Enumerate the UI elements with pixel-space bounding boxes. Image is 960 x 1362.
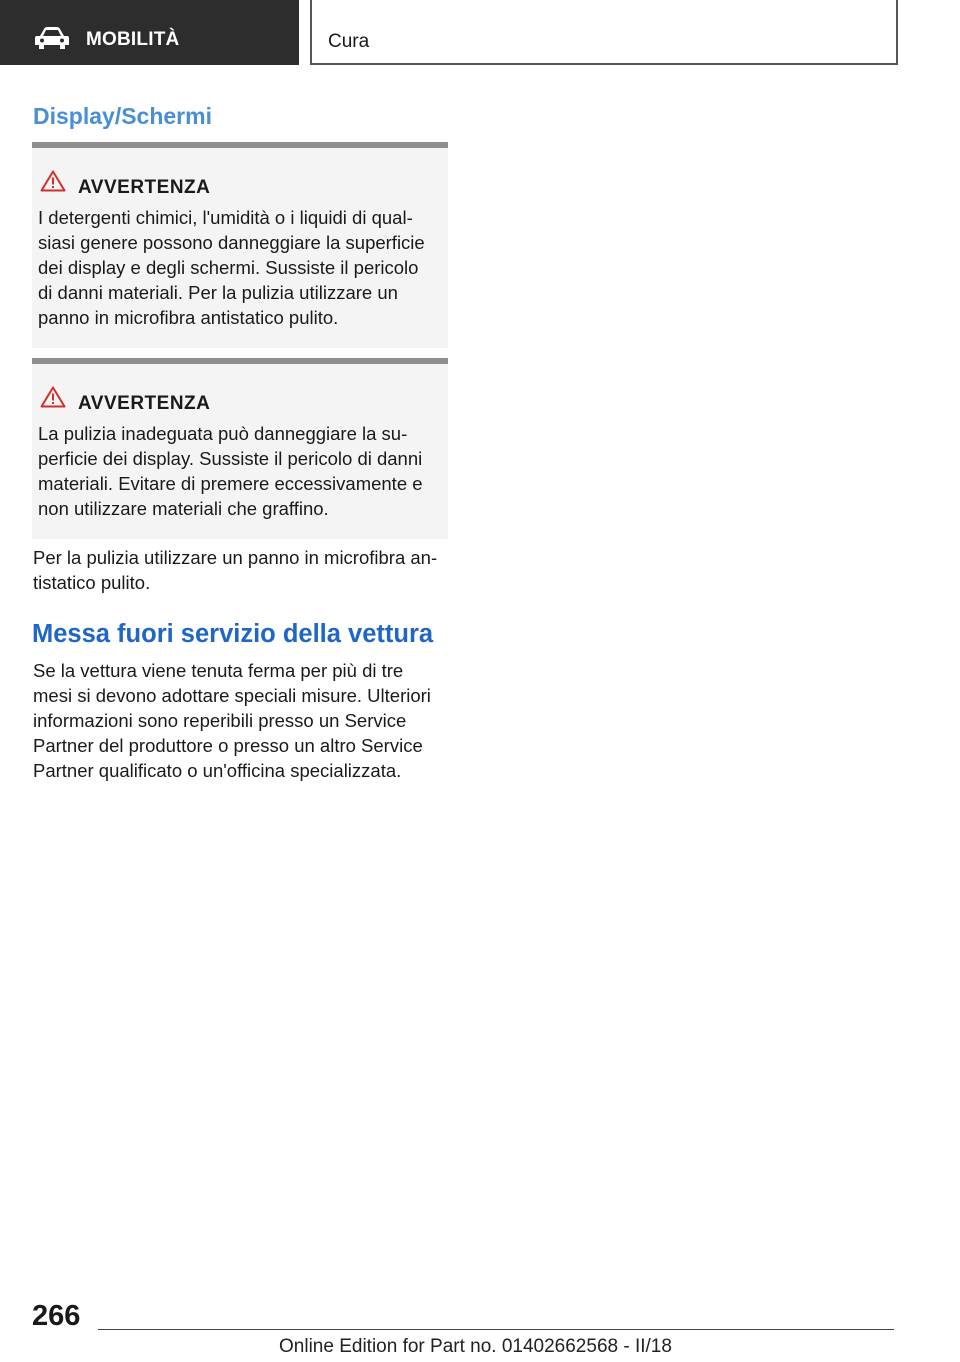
page-number: 266 (32, 1300, 81, 1332)
text-line: Partner qualificato o un'officina specializzata. (33, 760, 402, 781)
text-line: La pulizia inadeguata può danneggiare la su- (38, 423, 408, 444)
warning-triangle-icon (40, 170, 66, 192)
text-line: Per la pulizia utilizzare un panno in microfibra an- (33, 547, 438, 568)
text-line: Partner del produttore o presso un altro Service (33, 735, 423, 756)
warning-text (38, 205, 442, 330)
text-line: mesi si devono adottare speciali misure. Ulteriori (33, 685, 431, 706)
text-line: informazioni sono reperibili presso un Service (33, 710, 407, 731)
warning-box-chemicals (32, 142, 448, 348)
text-line: siasi genere possono danneggiare la superficie (38, 232, 425, 253)
text-line: materiali. Evitare di premere eccessivamente e (38, 473, 423, 494)
display-section-heading: Display/Schermi (33, 103, 212, 129)
text-line: di danni materiali. Per la pulizia utilizzare un (38, 282, 398, 303)
storage-paragraph (33, 658, 445, 783)
warning-title: AVVERTENZA (78, 177, 211, 198)
display-cleaning-paragraph (33, 545, 445, 595)
car-icon (34, 26, 70, 50)
warning-title: AVVERTENZA (78, 393, 211, 414)
chapter-label: Cura (328, 31, 370, 52)
warning-text (38, 421, 442, 521)
edition-footer: Online Edition for Part no. 01402662568 - II/18 (279, 1336, 672, 1357)
text-line: I detergenti chimici, l'umidità o i liquidi di qual- (38, 207, 413, 228)
section-label: MOBILITÀ (86, 29, 180, 50)
footer-divider (98, 1329, 894, 1330)
text-line: panno in microfibra antistatico pulito. (38, 307, 339, 328)
storage-section-heading: Messa fuori servizio della vettura (32, 620, 434, 648)
text-line: non utilizzare materiali che graffino. (38, 498, 329, 519)
warning-box-cleaning (32, 358, 448, 539)
text-line: Se la vettura viene tenuta ferma per più di tre (33, 660, 404, 681)
warning-triangle-icon (40, 386, 66, 408)
text-line: dei display e degli schermi. Sussiste il pericolo (38, 257, 419, 278)
chapter-header (310, 0, 898, 65)
text-line: perficie dei display. Sussiste il pericolo di danni (38, 448, 423, 469)
text-line: tistatico pulito. (33, 572, 151, 593)
header-section-tab (0, 0, 299, 65)
